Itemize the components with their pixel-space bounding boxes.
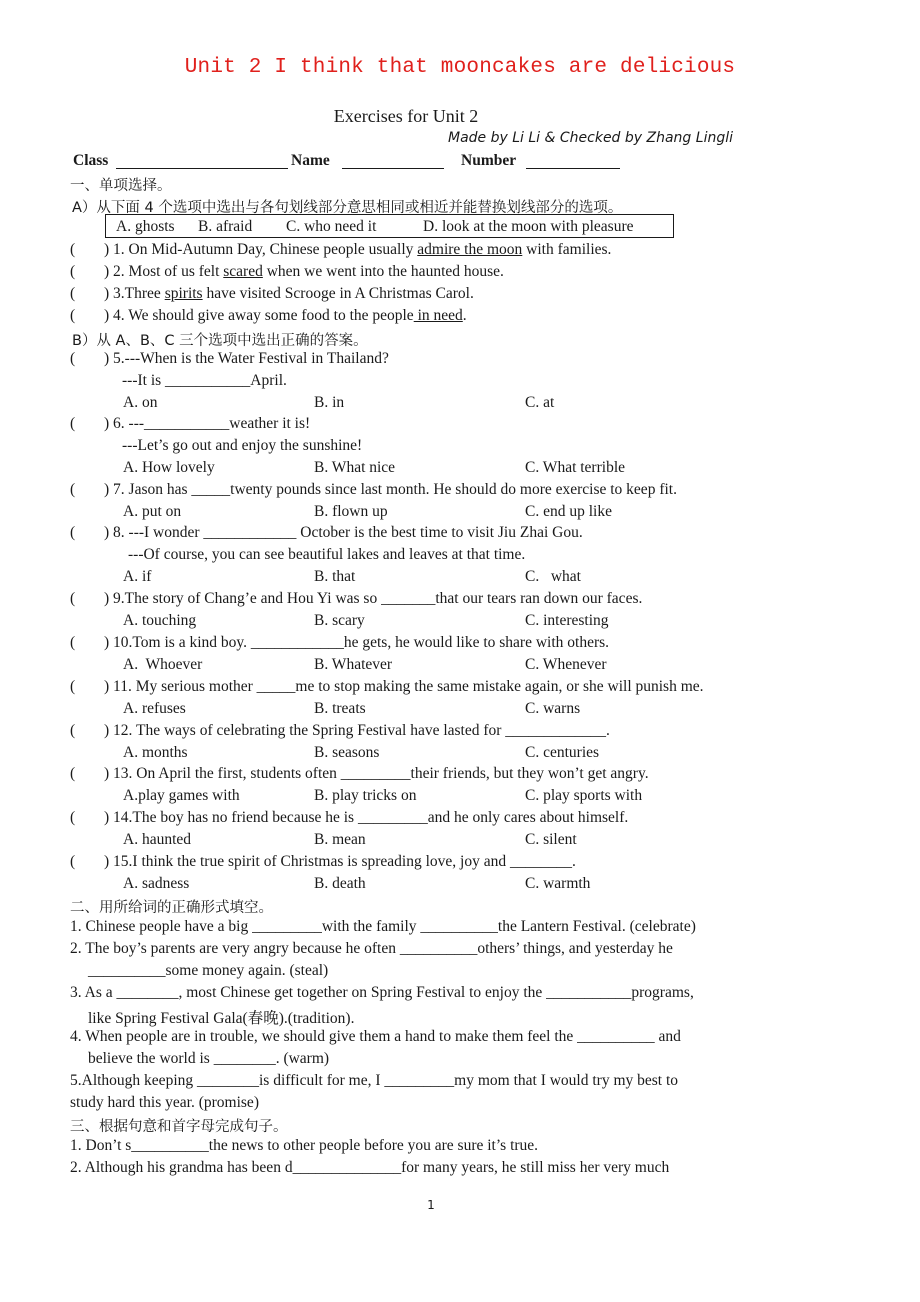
q14-option-a: A. haunted — [123, 831, 192, 848]
fill-line-3-cont: like Spring Festival Gala(春晚).(tradition). — [88, 1010, 355, 1027]
option-c: C. who need it — [286, 218, 377, 235]
fill-line-5: 5.Although keeping ________is difficult for me, I _________my mom that I would try my best to — [70, 1072, 679, 1089]
q12-option-c: C. centuries — [525, 744, 600, 761]
question-11: ( ) 11. My serious mother _____me to stop making the same mistake again, or she will punish me. — [70, 678, 704, 695]
class-blank — [116, 154, 288, 169]
question-3: ( ) 3.Three spirits have visited Scrooge in A Christmas Carol. — [70, 285, 474, 302]
question-4: ( ) 4. We should give away some food to the people in need. — [70, 307, 467, 324]
number-label: Number — [461, 152, 517, 169]
q7-option-c: C. end up like — [525, 503, 612, 520]
q6-option-a: A. How lovely — [123, 459, 215, 476]
partB-instruction: B）从 A、B、C 三个选项中选出正确的答案。 — [72, 333, 368, 349]
question-12: ( ) 12. The ways of celebrating the Spring Festival have lasted for _____________. — [70, 722, 610, 739]
option-b: B. afraid — [198, 218, 253, 235]
q15-option-a: A. sadness — [123, 875, 190, 892]
question-1: ( ) 1. On Mid-Autumn Day, Chinese people usually admire the moon with families. — [70, 241, 612, 258]
partA-instruction: A）从下面 4 个选项中选出与各句划线部分意思相同或相近并能替换划线部分的选项。 — [72, 200, 623, 216]
fill-line-5-cont: study hard this year. (promise) — [70, 1094, 259, 1111]
q5-option-a: A. on — [123, 394, 158, 411]
q11-option-a: A. refuses — [123, 700, 186, 717]
q15-option-b: B. death — [314, 875, 366, 892]
q6-option-b: B. What nice — [314, 459, 396, 476]
q13-option-a: A.play games with — [123, 787, 240, 804]
question-8-response: ---Of course, you can see beautiful lakes and leaves at that time. — [128, 546, 526, 563]
unit-title: Unit 2 I think that mooncakes are delicious — [184, 56, 736, 79]
complete-line-2: 2. Although his grandma has been d______________for many years, he still miss her very much — [70, 1159, 670, 1176]
q12-option-a: A. months — [123, 744, 188, 761]
question-14: ( ) 14.The boy has no friend because he is _________and he only cares about himself. — [70, 809, 629, 826]
q7-option-a: A. put on — [123, 503, 182, 520]
fill-line-3: 3. As a ________, most Chinese get together on Spring Festival to enjoy the ___________programs, — [70, 984, 694, 1001]
question-6-response: ---Let’s go out and enjoy the sunshine! — [122, 437, 363, 454]
underlined-phrase: scared — [223, 263, 263, 280]
question-15: ( ) 15.I think the true spirit of Christmas is spreading love, joy and ________. — [70, 853, 576, 870]
name-label: Name — [291, 152, 330, 169]
question-5: ( ) 5.---When is the Water Festival in Thailand? — [70, 350, 389, 367]
underlined-phrase: admire the moon — [417, 241, 523, 258]
q9-option-c: C. interesting — [525, 612, 609, 629]
question-8: ( ) 8. ---I wonder ____________ October is the best time to visit Jiu Zhai Gou. — [70, 524, 583, 541]
q9-option-b: B. scary — [314, 612, 365, 629]
q13-option-c: C. play sports with — [525, 787, 643, 804]
complete-line-1: 1. Don’t s__________the news to other people before you are sure it’s true. — [70, 1137, 539, 1154]
question-6: ( ) 6. ---___________weather it is! — [70, 415, 311, 432]
section3-heading: 三、根据句意和首字母完成句子。 — [70, 1119, 288, 1135]
q14-option-b: B. mean — [314, 831, 366, 848]
q14-option-c: C. silent — [525, 831, 577, 848]
fill-line-1: 1. Chinese people have a big _________with the family __________the Lantern Festival. (celebrate) — [70, 918, 696, 935]
q11-option-b: B. treats — [314, 700, 366, 717]
q8-option-b: B. that — [314, 568, 356, 585]
section1-heading: 一、单项选择。 — [70, 178, 172, 194]
fill-line-2-cont: __________some money again. (steal) — [88, 962, 329, 979]
q15-option-c: C. warmth — [525, 875, 591, 892]
q7-option-b: B. flown up — [314, 503, 388, 520]
underlined-phrase: spirits — [164, 285, 203, 302]
fill-line-2: 2. The boy’s parents are very angry because he often __________others’ things, and yesterday he — [70, 940, 673, 957]
question-7: ( ) 7. Jason has _____twenty pounds since last month. He should do more exercise to keep fit. — [70, 481, 677, 498]
q10-option-a: A. Whoever — [123, 656, 203, 673]
q10-option-c: C. Whenever — [525, 656, 607, 673]
option-d: D. look at the moon with pleasure — [423, 218, 634, 235]
q11-option-c: C. warns — [525, 700, 581, 717]
number-blank — [526, 154, 620, 169]
section2-heading: 二、用所给词的正确形式填空。 — [70, 900, 273, 916]
question-13: ( ) 13. On April the first, students often _________their friends, but they won’t get angry. — [70, 765, 649, 782]
question-5-response: ---It is ___________April. — [122, 372, 287, 389]
question-10: ( ) 10.Tom is a kind boy. ____________he gets, he would like to share with others. — [70, 634, 610, 651]
q12-option-b: B. seasons — [314, 744, 380, 761]
class-label: Class — [73, 152, 109, 169]
page-number: 1 — [427, 1198, 435, 1212]
q9-option-a: A. touching — [123, 612, 197, 629]
question-2: ( ) 2. Most of us felt scared when we went into the haunted house. — [70, 263, 504, 280]
name-blank — [342, 154, 444, 169]
option-a: A. ghosts — [116, 218, 175, 235]
q10-option-b: B. Whatever — [314, 656, 393, 673]
question-9: ( ) 9.The story of Chang’e and Hou Yi was so _______that our tears ran down our faces. — [70, 590, 643, 607]
q8-option-a: A. if — [123, 568, 152, 585]
q13-option-b: B. play tricks on — [314, 787, 417, 804]
fill-line-4: 4. When people are in trouble, we should give them a hand to make them feel the __________ and — [70, 1028, 681, 1045]
made-by-credit: Made by Li Li & Checked by Zhang Lingli — [448, 130, 733, 146]
q6-option-c: C. What terrible — [525, 459, 626, 476]
q5-option-c: C. at — [525, 394, 555, 411]
underlined-phrase: in need — [413, 307, 463, 324]
q8-option-c: C. what — [525, 568, 581, 585]
fill-line-4-cont: believe the world is ________. (warm) — [88, 1050, 330, 1067]
q5-option-b: B. in — [314, 394, 345, 411]
exercise-title: Exercises for Unit 2 — [333, 106, 479, 126]
